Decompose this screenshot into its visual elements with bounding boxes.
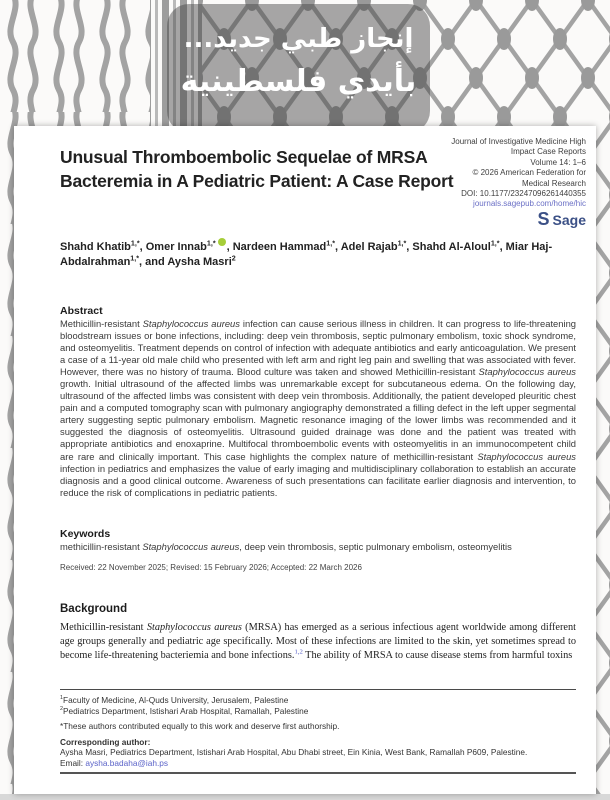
orcid-icon[interactable] — [218, 238, 226, 246]
link[interactable]: 1,2 — [294, 648, 303, 656]
journal-info-block — [451, 137, 586, 229]
page-bottom-divider — [60, 772, 576, 774]
journal-copyright: Medical Research — [521, 178, 586, 188]
keywords-heading: Keywords — [60, 528, 111, 540]
affiliation-1: $^1$Faculty of Medicine, Al-Quds University, Jerusalem, Palestine — [60, 695, 289, 705]
journal-copyright: © 2026 American Federation for — [472, 168, 586, 178]
journal-volume: Volume 14: 1–6 — [530, 157, 586, 167]
footnote-divider — [60, 689, 576, 690]
journal-homepage-link[interactable]: journals.sagepub.com/home/hic — [473, 199, 586, 209]
corresponding-author-heading: Corresponding author: — [60, 736, 151, 747]
keywords-text: methicillin-resistant Staphylococcus aureus, deep vein thrombosis, septic pulmonary embolism, osteomyelitis — [60, 541, 512, 552]
background-heading: Background — [60, 603, 128, 615]
equal-contribution-note: *These authors contributed equally to this work and deserve first authorship. — [60, 721, 340, 732]
author-list: Shahd Khatib$^{1,*}$, Omer Innab$^{1,*}$ , Nardeen Hammad$^{1,*}$, Adel Rajab$^{1,*}$, Shahd Al-Aloul$^{1,*}$, Miar Haj-Abdalrahman$^{1,*}$, and Aysha Masri$^2$ — [60, 239, 553, 268]
arabic-caption-box — [167, 4, 430, 133]
arabic-caption-line1: إنجاز طبي جديد... — [183, 24, 414, 54]
article-history-dates: Received: 22 November 2025; Revised: 15 February 2026; Accepted: 22 March 2026 — [60, 563, 362, 572]
abstract-text: Methicillin-resistant Staphylococcus aureus infection can cause serious illness in children. It can progress to life-threatening bloodstream issues or bone infections, including: deep vein thrombosis, septic pulmonary embolism, toxic shock syndrome, and osteomyelitis. Treatment depends on control of infection with adequate antibiotics and early anticoagulation. We present a case of a 11-year old male child who presented with left arm and right leg pain and swelling that was associated with fever. However, there was no history of trauma. Blood culture was taken and showed Methicillin-resistant Staphylococcus aureus growth. Initial ultrasound of the affected limbs was unremarkable except for subcutaneous edema. On the following day, ultrasound of the affected limbs was consistent with deep vein thrombosis. Additionally, the patient developed pleuritic chest pain and a computed tomography scan with pulmonary angiography demonstrated a filling defect in the left upper segmental artery suggesting septic pulmonary embolism. Magnetic resonance imaging of the lower limbs was recommended and it suggested the diagnosis of osteomyelitis. Ultrasound guided drainage was done and the patient was treated with appropriate antibiotics and enoxaprine. Multifocal thromboembolic events with osteomyelitis in an immunocompetent child are rare and clinically important. This case highlights the complex nature of methicillin-resistant Staphylococcus aureus infection in pediatrics and emphasizes the value of early imaging and multidisciplinary collaboration to establish an accurate diagnosis and a good clinical outcome. Awareness of such presentations can facilitate earlier diagnosis and intervention, to reduce the risk of complications in pediatric patients. — [60, 318, 576, 498]
sage-logo — [451, 208, 586, 229]
footnotes-block — [60, 695, 576, 769]
journal-name-line: Impact Case Reports — [510, 147, 586, 157]
journal-name-line: Journal of Investigative Medicine High — [451, 137, 586, 146]
abstract-heading: Abstract — [60, 305, 103, 317]
email-line: Email: aysha.badaha@iah.ps — [60, 757, 169, 768]
corresponding-author-text: Aysha Masri, Pediatrics Department, Istishari Arab Hospital, Abu Dhabi street, Ein Kinia, West Bank, Ramallah P609, Palestine. — [60, 747, 528, 758]
journal-doi: DOI: 10.1177/23247096261440355 — [461, 189, 586, 199]
link[interactable]: aysha.badaha@iah.ps — [85, 757, 169, 768]
background-text: Methicillin-resistant Staphylococcus aureus (MRSA) has emerged as a serious infectious agent worldwide among different age groups generally and pediatric age specifically. Most of these infections are limited to the skin, yet sometimes spread to become life-threatening bacteriemia and bone infections.$^{1,2}$ The ability of MRSA to cause disease stems from harmful toxins — [60, 622, 576, 661]
sage-logo-text: Sage — [552, 211, 586, 228]
sage-logo-icon: S — [537, 208, 550, 229]
article-page — [14, 126, 596, 794]
arabic-caption-line2: بأيدي فلسطينية — [180, 64, 417, 99]
affiliation-2: $^2$Pediatrics Department, Istishari Arab Hospital, Ramallah, Palestine — [60, 705, 309, 716]
article-title: Unusual Thromboembolic Sequelae of MRSA Bacteremia in A Pediatric Patient: A Case Report — [60, 147, 454, 191]
